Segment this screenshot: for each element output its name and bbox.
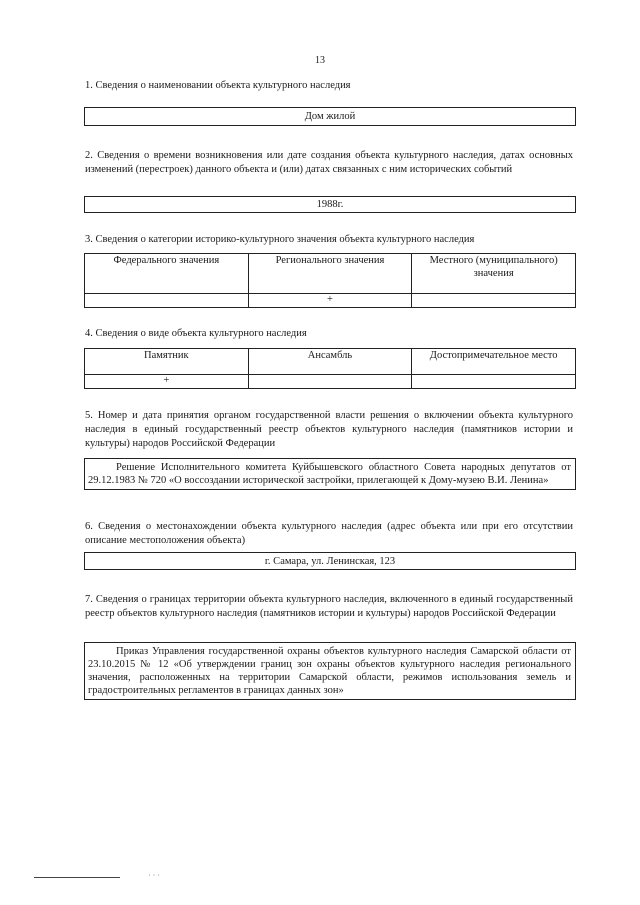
section1-value-box: [84, 107, 576, 126]
section5-value: Решение Исполнительного комитета Куйбышевского областного Совета народных депутатов от 29.12.1983 № 720 «О воссоздании исторической застройки, прилегающей к Дому-музею В.И. Ленина»: [84, 458, 576, 490]
category-header-federal: Федерального значения: [85, 254, 249, 294]
section7-heading: 7. Сведения о границах территории объекта культурного наследия, включенного в единый государственный реестр объектов культурного наследия (памятников истории и культуры) народов Российской Федерации: [85, 594, 573, 619]
section2-heading: 2. Сведения о времени возникновения или дате создания объекта культурного наследия, датах основных изменений (перестроек) данного объекта и (или) датах связанных с ним исторических событий: [85, 150, 573, 175]
type-mark-site: [412, 375, 576, 389]
section6-heading: 6. Сведения о местонахождении объекта культурного наследия (адрес объекта или при его отсутствии описание местоположения объекта): [85, 521, 573, 546]
section1-heading: 1. Сведения о наименовании объекта культурного наследия: [85, 80, 351, 91]
type-header-ensemble: Ансамбль: [248, 349, 412, 375]
type-table: [84, 348, 576, 389]
footer-divider: [34, 877, 120, 878]
section1-value: Дом жилой: [304, 111, 356, 122]
type-mark-ensemble: [248, 375, 412, 389]
section3-heading: 3. Сведения о категории историко-культурного значения объекта культурного наследия: [85, 234, 475, 245]
footer-scan-mark: · · ·: [148, 871, 160, 880]
page-number: 13: [315, 55, 325, 66]
category-header-regional: Регионального значения: [248, 254, 412, 294]
type-header-monument: Памятник: [85, 349, 249, 375]
type-mark-monument: +: [85, 375, 249, 389]
section4-heading: 4. Сведения о виде объекта культурного наследия: [85, 328, 307, 339]
category-mark-regional: +: [248, 294, 412, 308]
section6-value-box: [84, 552, 576, 570]
type-header-site: Достопримечательное место: [412, 349, 576, 375]
section7-value: Приказ Управления государственной охраны объектов культурного наследия Самарской области от 23.10.2015 № 12 «Об утверждении границ зон охраны объектов культурного наследия регионального значения, расположенных на территории Самарской области, режимов использования земель и градостроительных регламентов в границах данных зон»: [84, 642, 576, 700]
category-header-local: Местного (муниципального) значения: [412, 254, 576, 294]
section6-value: г. Самара, ул. Ленинская, 123: [264, 555, 396, 567]
section5-heading: 5. Номер и дата принятия органом государственной власти решения о включении объекта культурного наследия в единый государственный реестр объектов культурного наследия (памятников истории и культуры) народов Российской Федерации: [85, 410, 573, 449]
section2-value: 1988г.: [316, 199, 344, 210]
category-mark-federal: [85, 294, 249, 308]
category-mark-local: [412, 294, 576, 308]
section2-value-box: [84, 196, 576, 213]
category-table: [84, 253, 576, 308]
